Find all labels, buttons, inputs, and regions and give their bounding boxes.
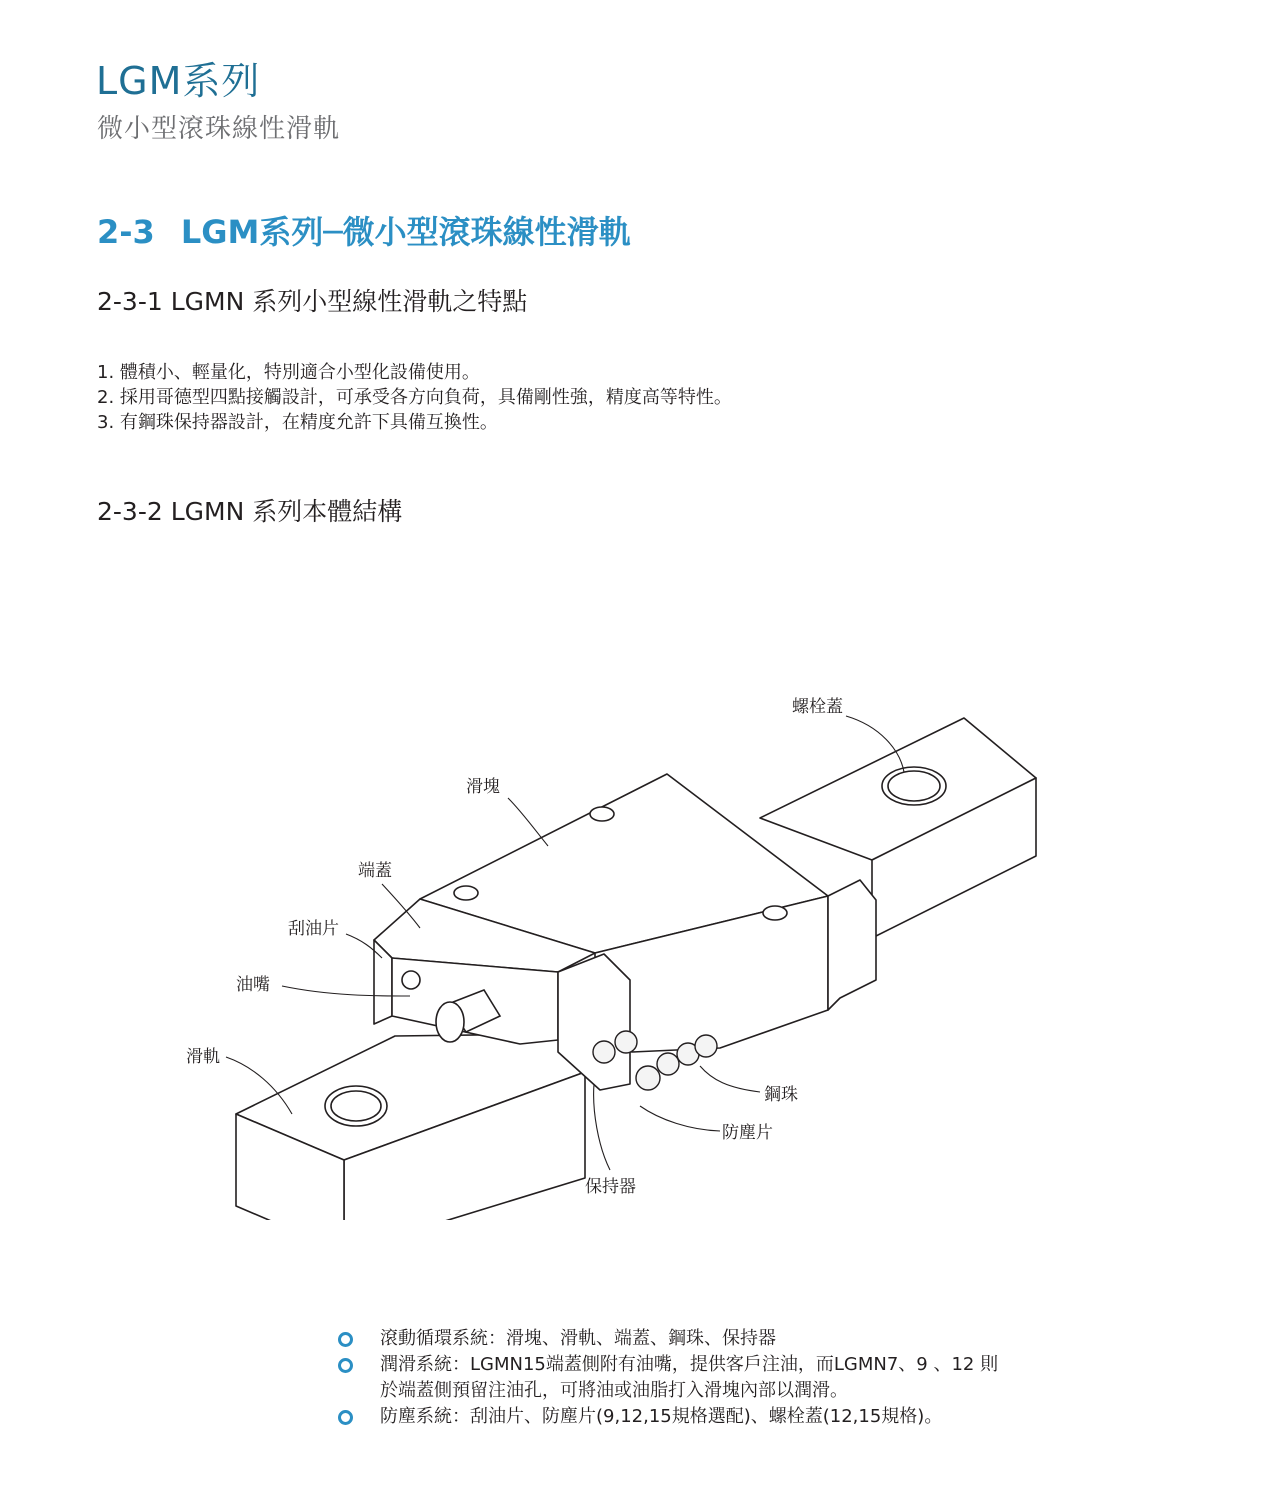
block-label: 滑塊	[466, 777, 500, 797]
block-tap-hole	[454, 886, 478, 900]
legend-item	[337, 1404, 998, 1430]
feature-item: 3. 有鋼珠保持器設計，在精度允許下具備互換性。	[97, 412, 498, 433]
block-tap-hole	[763, 906, 787, 920]
steel-ball	[593, 1041, 615, 1063]
legend-text: 潤滑系統：LGMN15端蓋側附有油嘴，提供客戶注油，而LGMN7、9 、12 則	[380, 1354, 999, 1375]
series-subtitle: 微小型滾珠線性滑軌	[97, 114, 341, 144]
series-title: LGM系列	[96, 59, 261, 103]
steel-ball	[695, 1035, 717, 1057]
section-title	[97, 207, 631, 253]
legend-text: 滾動循環系統：滑塊、滑軌、端蓋、鋼珠、保持器	[380, 1328, 776, 1349]
legend-item	[337, 1352, 998, 1404]
steel-ball	[636, 1066, 660, 1090]
feature-item: 1. 體積小、輕量化，特別適合小型化設備使用。	[97, 362, 480, 383]
grease-nipple-tip	[436, 1002, 464, 1042]
legend-text: 防塵系統：刮油片、防塵片(9,12,15規格選配)、螺栓蓋(12,15規格)。	[380, 1406, 943, 1427]
linear-guide-diagram	[170, 680, 1070, 1220]
circle-bullet-icon	[338, 1358, 353, 1373]
legend-text: 於端蓋側預留注油孔，可將油或油脂打入滑塊內部以潤滑。	[380, 1380, 848, 1401]
steel-ball	[615, 1031, 637, 1053]
steel-ball	[657, 1053, 679, 1075]
grease-nipple-label: 油嘴	[236, 975, 270, 995]
features-list	[97, 360, 732, 435]
feature-item: 2. 採用哥德型四點接觸設計，可承受各方向負荷，具備剛性強，精度高等特性。	[97, 387, 732, 408]
system-legend	[337, 1326, 998, 1430]
dust-seal-label: 防塵片	[722, 1123, 773, 1143]
features-heading: 2-3-1 LGMN 系列小型線性滑軌之特點	[97, 287, 528, 316]
structure-heading: 2-3-2 LGMN 系列本體結構	[97, 497, 403, 526]
oil-hole	[402, 971, 420, 989]
rail-label: 滑軌	[186, 1047, 220, 1067]
circle-bullet-icon	[338, 1332, 353, 1347]
block-tap-hole	[590, 807, 614, 821]
section-title-text: LGM系列─微小型滾珠線性滑軌	[180, 213, 631, 251]
section-number: 2-3	[97, 213, 155, 251]
bolt-cap-label: 螺栓蓋	[792, 697, 843, 717]
end-cap-band	[828, 880, 876, 1010]
scraper-label: 刮油片	[288, 919, 339, 939]
end-cap-label: 端蓋	[358, 861, 392, 881]
retainer-label: 保持器	[585, 1177, 636, 1197]
steel-ball-label: 鋼珠	[764, 1085, 798, 1105]
circle-bullet-icon	[338, 1410, 353, 1425]
legend-item	[337, 1326, 998, 1352]
